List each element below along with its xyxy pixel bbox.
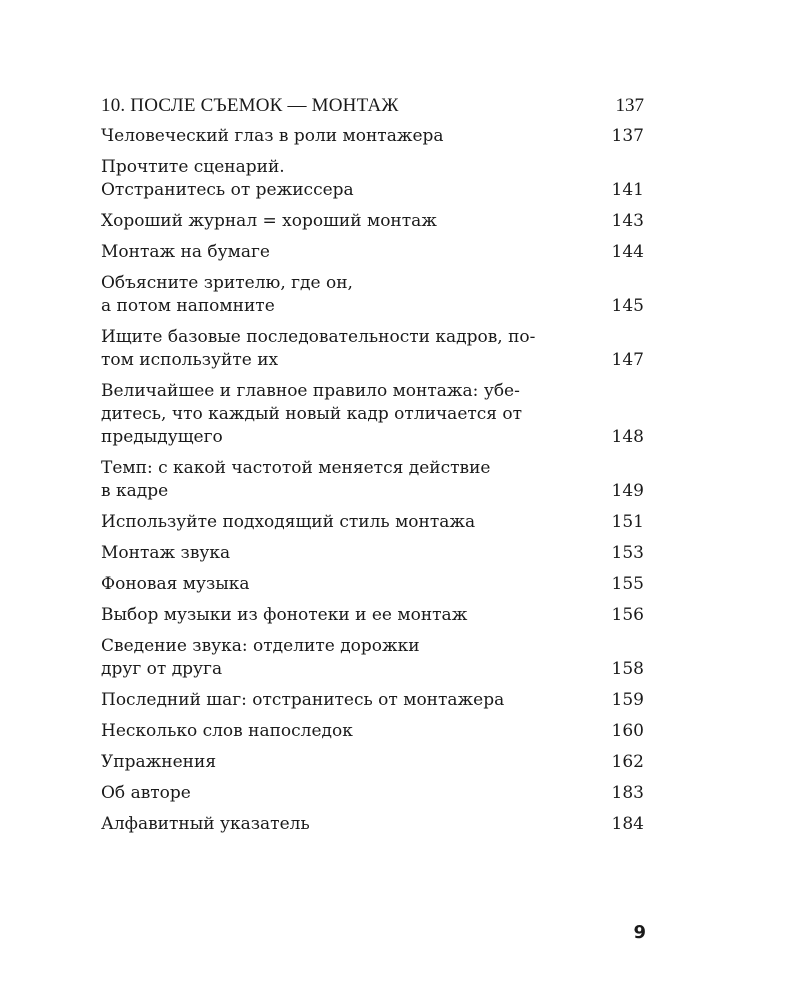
toc-entry-title: Упражнения: [101, 752, 217, 772]
toc-entry-page: 147: [611, 350, 644, 370]
toc-entry: [101, 241, 644, 264]
toc-entry-title: Последний шаг: отстранитесь от монтажера: [101, 690, 505, 710]
toc-entry: [101, 511, 644, 534]
toc-entry-page: 156: [611, 605, 644, 625]
toc-entry-page: 155: [611, 574, 644, 594]
toc-entry-title: Несколько слов напоследок: [101, 721, 353, 741]
toc-entry-page: 137: [611, 126, 644, 146]
toc-entry-page: 137: [615, 95, 644, 116]
toc-entry-title: Об авторе: [101, 783, 191, 803]
page-number: 9: [633, 922, 646, 943]
toc-entry-page: 149: [611, 481, 644, 501]
toc-entry-title: Объясните зрителю, где он, а потом напомните: [101, 273, 353, 316]
toc-entry-page: 158: [611, 659, 644, 679]
toc-entry: [101, 751, 644, 774]
toc-entry-title: Хороший журнал = хороший монтаж: [101, 211, 437, 231]
toc-entry-title: Темп: с какой частотой меняется действие в кадре: [101, 458, 491, 501]
toc-entry-page: 148: [611, 427, 644, 447]
toc-entry-page: 160: [611, 721, 644, 741]
toc-entry: [101, 457, 644, 503]
toc-entry-page: 162: [611, 752, 644, 772]
toc-entry-title: Прочтите сценарий. Отстранитесь от режиссера: [101, 157, 354, 200]
toc-entry: [101, 125, 644, 148]
toc-entry-title: Человеческий глаз в роли монтажера: [101, 126, 444, 146]
toc-entry: [101, 689, 644, 712]
toc-entry-page: 184: [611, 814, 644, 834]
toc-entry-title: Фоновая музыка: [101, 574, 250, 594]
toc-entry-title: Ищите базовые последовательности кадров, по- том используйте их: [101, 327, 536, 370]
toc-entry: [101, 272, 644, 318]
toc-entry: [101, 635, 644, 681]
toc-entry: [101, 380, 644, 449]
toc-entry-page: 141: [611, 180, 644, 200]
toc-entry-title: Выбор музыки из фонотеки и ее монтаж: [101, 605, 468, 625]
toc-entry-title: Величайшее и главное правило монтажа: убе- дитесь, что каждый новый кадр отличается от предыдущего: [101, 381, 523, 447]
toc-entry: [101, 782, 644, 805]
toc-entry: [101, 604, 644, 627]
toc-entry-page: 159: [611, 690, 644, 710]
toc-entry: [101, 210, 644, 233]
toc-chapter-heading: [101, 94, 644, 117]
table-of-contents: [101, 94, 644, 844]
toc-entry: [101, 720, 644, 743]
toc-entry-title: Монтаж на бумаге: [101, 242, 270, 262]
toc-entry-page: 153: [611, 543, 644, 563]
toc-entry-title: Монтаж звука: [101, 543, 231, 563]
toc-entry-title: 10. ПОСЛЕ СЪЕМОК — МОНТАЖ: [101, 95, 399, 116]
toc-entry-page: 183: [611, 783, 644, 803]
toc-entry: [101, 573, 644, 596]
toc-entry: [101, 813, 644, 836]
toc-entry-page: 145: [611, 296, 644, 316]
toc-entry-page: 144: [611, 242, 644, 262]
toc-entry-title: Используйте подходящий стиль монтажа: [101, 512, 476, 532]
toc-entry-page: 151: [611, 512, 644, 532]
toc-entry-title: Сведение звука: отделите дорожки друг от друга: [101, 636, 420, 679]
toc-entry: [101, 156, 644, 202]
toc-entry: [101, 542, 644, 565]
toc-entry-title: Алфавитный указатель: [101, 814, 310, 834]
toc-entry-page: 143: [611, 211, 644, 231]
toc-entry: [101, 326, 644, 372]
